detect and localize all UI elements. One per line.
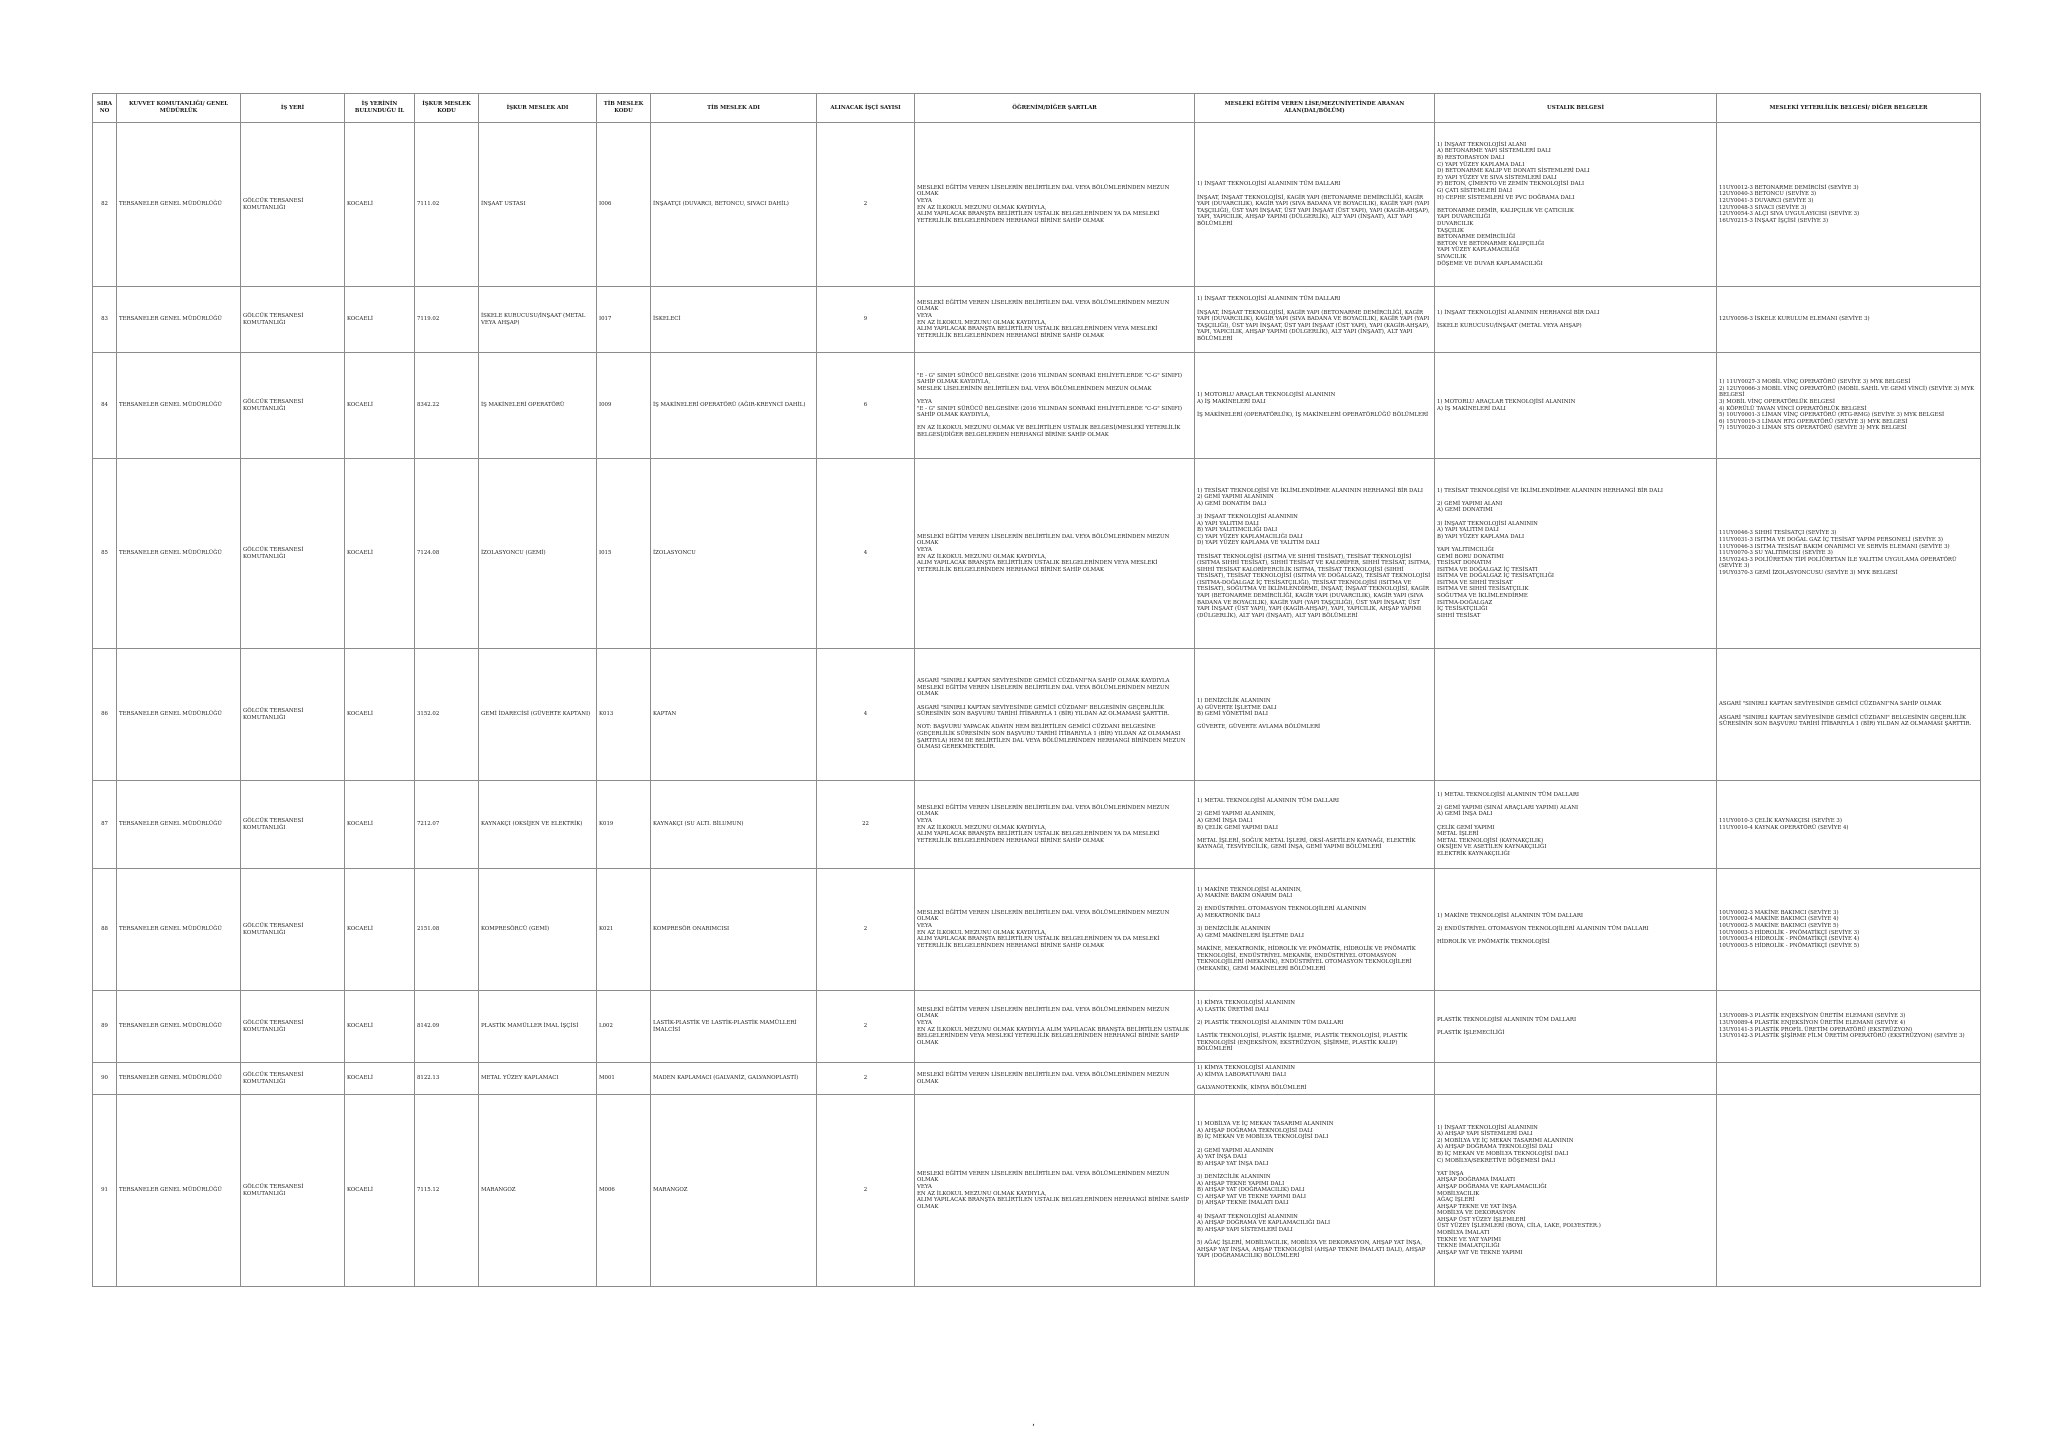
row-ustalik bbox=[1435, 287, 1717, 353]
row-komutanlik-text: TERSANELER GENEL MÜDÜRLÜĞÜ bbox=[119, 711, 222, 718]
row-komutanlik-text: TERSANELER GENEL MÜDÜRLÜĞÜ bbox=[119, 201, 222, 208]
row-iskur-kod bbox=[415, 459, 479, 649]
row-isci-sayisi-text: 4 bbox=[863, 711, 868, 718]
row-sira-no bbox=[93, 353, 117, 459]
row-isci-sayisi bbox=[817, 459, 915, 649]
row-iskur-ad-text: KOMPRESÖRCÜ (GEMİ) bbox=[481, 926, 550, 933]
row-tib-ad bbox=[651, 1095, 817, 1287]
row-iskur-ad bbox=[479, 869, 597, 991]
row-ustalik-text: 1) İNŞAAT TEKNOLOJİSİ ALANININ A) AHŞAP YAPI SİSTEMLERİ DALI 2) MOBİLYA VE İÇ MEKAN TASARIMI ALANININ A) AHŞAP DOĞRAMA TEKNOLOJİSİ DALI B) İÇ MEKAN VE MOBİLYA TEKNOLOJİSİ DALI C) MOBİLYA/SEKRETİVE DÖŞEMESİ DALI YAT İNŞA AHŞAP DOĞRAMA İMALATI AHŞAP DOĞRAMA VE KAPLAMACILIĞI MOBİLYACILIK AĞAÇ İŞLERİ AHŞAP TEKNE VE YAT İNŞA MOBİLYA VE DEKORASYON AHŞAP ÜST YÜZEY İŞLEMLERİ ÜST YÜZEY İŞLEMLERİ (BOYA, CİLA, LAKE, POLYESTER.) MOBİLYA İMALATI TEKNE VE YAT YAPIMI TEKNE İMALATÇILIĞI AHŞAP YAT VE TEKNE YAPIMI bbox=[1437, 1124, 1601, 1256]
row-tib-kod bbox=[597, 869, 651, 991]
table-row bbox=[93, 353, 1981, 459]
row-isyeri-text: GÖLCÜK TERSANESİ KOMUTANLIĞI bbox=[243, 922, 304, 936]
row-komutanlik-text: TERSANELER GENEL MÜDÜRLÜĞÜ bbox=[119, 821, 222, 828]
row-isyeri-text: GÖLCÜK TERSANESİ KOMUTANLIĞI bbox=[243, 817, 304, 831]
row-komutanlik bbox=[117, 991, 241, 1063]
row-tib-ad-text: İŞ MAKİNELERİ OPERATÖRÜ (AĞIR-KREYNCİ DAHİL) bbox=[653, 402, 806, 409]
row-iskur-kod bbox=[415, 1063, 479, 1095]
row-tib-kod bbox=[597, 123, 651, 287]
row-tib-ad bbox=[651, 991, 817, 1063]
row-iskur-kod bbox=[415, 991, 479, 1063]
row-isyeri bbox=[241, 287, 345, 353]
row-il-text: KOCAELİ bbox=[347, 821, 373, 828]
row-ogrenim bbox=[915, 353, 1195, 459]
row-isci-sayisi-text: 9 bbox=[863, 316, 868, 323]
table-row bbox=[93, 287, 1981, 353]
row-isyeri bbox=[241, 649, 345, 781]
row-tib-kod-text: L002 bbox=[599, 1023, 613, 1030]
row-iskur-ad bbox=[479, 1095, 597, 1287]
row-ogrenim bbox=[915, 287, 1195, 353]
row-iskur-ad bbox=[479, 991, 597, 1063]
row-isyeri bbox=[241, 1063, 345, 1095]
row-alan-text: 1) KİMYA TEKNOLOJİSİ ALANININ A) KİMYA LABORATUVARI DALI GALVANOTEKNİK, KİMYA BÖLÜMLERİ bbox=[1197, 1065, 1307, 1092]
row-isyeri-text: GÖLCÜK TERSANESİ KOMUTANLIĞI bbox=[243, 546, 304, 560]
row-komutanlik bbox=[117, 1095, 241, 1287]
row-komutanlik-text: TERSANELER GENEL MÜDÜRLÜĞÜ bbox=[119, 550, 222, 557]
row-tib-kod-text: K013 bbox=[599, 711, 614, 718]
row-il-text: KOCAELİ bbox=[347, 402, 373, 409]
row-tib-kod bbox=[597, 353, 651, 459]
row-tib-ad-text: MADEN KAPLAMACI (GALVANİZ, GALVANOPLASTİ) bbox=[653, 1075, 799, 1082]
row-ustalik bbox=[1435, 869, 1717, 991]
row-alan-text: 1) MOBİLYA VE İÇ MEKAN TASARIMI ALANININ A) AHŞAP DOĞRAMA TEKNOLOJİSİ DALI B) İÇ MEKAN VE MOBİLYA TEKNOLOJİSİ DALI 2) GEMİ YAPIMI ALANININ A) YAT İNŞA DALI B) AHŞAP YAT İNŞA DALI 3) DENİZCİLİK ALANININ A) AHŞAP TEKNE YAPIMI DALI B) AHŞAP YAT (DOĞRAMACILIK) DALI C) AHŞAP YAT VE TEKNE YAPIMI DALI D) AHŞAP TEKNE İMALATI DALI 4) İNŞAAT TEKNOLOJİSİ ALANININ A) AHŞAP DOĞRAMA VE KAPLAMACILIĞI DALI B) AHŞAP YAPI SİSTEMLERİ DALI 5) AĞAÇ İŞLERİ, MOBİLYACILIK, MOBİLYA VE DEKORASYON, AHŞAP YAT İNŞA, AHŞAP YAT İNŞAA, AHŞAP TEKNOLOJİSİ (AHŞAP TEKNE İMALATI DALI), AHŞAP YAPI (DOĞRAMACILIK) BÖLÜMLERİ bbox=[1197, 1121, 1426, 1260]
row-iskur-kod-text: 7124.08 bbox=[417, 550, 440, 557]
row-komutanlik bbox=[117, 459, 241, 649]
row-myb bbox=[1717, 869, 1981, 991]
row-ogrenim bbox=[915, 991, 1195, 1063]
row-isci-sayisi bbox=[817, 287, 915, 353]
header-sira-no: SIRA NO bbox=[93, 94, 117, 123]
row-myb-text: 1) 11UY0027-3 MOBİL VİNÇ OPERATÖRÜ (SEVİYE 3) MYK BELGESİ 2) 12UY0066-3 MOBİL VİNÇ OPERATÖRÜ (MOBİL SAHİL VE GEMİ VİNCİ) (SEVİYE 3) MYK BELGESİ 3) MOBİL VİNÇ OPERATÖRLÜK BELGESİ 4) KÖPRÜLÜ TAVAN VİNCİ OPERATÖRLÜK BELGESİ 5) 10UY0001-3 LİMAN VİNÇ OPERATÖRÜ (RTG-RMG) (SEVİYE 3) MYK BELGESİ 6) 15UY0019-3 LİMAN RTG OPERATÖRÜ (SEVİYE 3) MYK BELGESİ 7) 15UY0020-3 LİMAN STS OPERATÖRÜ (SEVİYE 3) MYK BELGESİ bbox=[1719, 379, 1975, 432]
table-body bbox=[93, 123, 1981, 1287]
row-ogrenim-text: MESLEKİ EĞİTİM VEREN LİSELERİN BELİRTİLEN DAL VEYA BÖLÜMLERİNDEN MEZUN OLMAK VEYA EN AZ İLKOKUL MEZUNU OLMAK KAYDIYLA ALIM YAPILACAK BRANŞTA BELİRTİLEN USTALIK BELGELERİNDEN VEYA MESLEKİ YETERLİLİK BELGELERİNDEN HERHANGİ BİRİNE SAHİP OLMAK bbox=[917, 1006, 1189, 1046]
row-tib-ad bbox=[651, 869, 817, 991]
row-ustalik-text: 1) İNŞAAT TEKNOLOJİSİ ALANININ HERHANGİ BİR DALI İSKELE KURUCUSU/İNŞAAT (METAL VEYA AHŞAP) bbox=[1437, 309, 1600, 329]
header-tib-kod: TİB MESLEK KODU bbox=[597, 94, 651, 123]
table-row bbox=[93, 781, 1981, 869]
row-komutanlik bbox=[117, 869, 241, 991]
row-komutanlik bbox=[117, 353, 241, 459]
row-tib-kod-text: K021 bbox=[599, 926, 614, 933]
table-row bbox=[93, 991, 1981, 1063]
row-sira-no-text: 88 bbox=[101, 926, 108, 933]
row-alan bbox=[1195, 459, 1435, 649]
row-isci-sayisi bbox=[817, 649, 915, 781]
row-tib-ad bbox=[651, 287, 817, 353]
header-iskur-kod: İŞKUR MESLEK KODU bbox=[415, 94, 479, 123]
row-isci-sayisi-text: 2 bbox=[863, 1023, 868, 1030]
row-isyeri bbox=[241, 869, 345, 991]
row-tib-kod bbox=[597, 459, 651, 649]
row-sira-no bbox=[93, 287, 117, 353]
row-myb bbox=[1717, 1063, 1981, 1095]
row-tib-ad bbox=[651, 353, 817, 459]
row-ogrenim bbox=[915, 649, 1195, 781]
row-sira-no-text: 83 bbox=[101, 316, 108, 323]
row-il-text: KOCAELİ bbox=[347, 711, 373, 718]
header-ogrenim: ÖĞRENİM/DİĞER ŞARTLAR bbox=[915, 94, 1195, 123]
row-isci-sayisi bbox=[817, 353, 915, 459]
row-iskur-kod bbox=[415, 1095, 479, 1287]
row-iskur-ad bbox=[479, 353, 597, 459]
header-il: İŞ YERİNİN BULUNDUĞU İL bbox=[345, 94, 415, 123]
row-alan bbox=[1195, 869, 1435, 991]
row-il-text: KOCAELİ bbox=[347, 926, 373, 933]
row-komutanlik bbox=[117, 287, 241, 353]
row-komutanlik-text: TERSANELER GENEL MÜDÜRLÜĞÜ bbox=[119, 1075, 222, 1082]
row-ogrenim-text: "E - G" SINIFI SÜRÜCÜ BELGESİNE (2016 YILINDAN SONRAKİ EHLİYETLERDE "C-G" SINIFI) SAHİP OLMAK KAYDIYLA, MESLEK LİSELERİNİN BELİRTİLEN DAL VEYA BÖLÜMLERİNDEN MEZUN OLMAK VEYA "E - G" SINIFI SÜRÜCÜ BELGESİNE (2016 YILINDAN SONRAKİ EHLİYETLERDE "C-G" SINIFI) SAHİP OLMAK KAYDIYLA, EN AZ İLKOKUL MEZUNU OLMAK VE BELİRTİLEN USTALIK BELGESİ/MESLEKİ YETERLİLİK BELGESİ/DİĞER BELGELERDEN HERHANGİ BİRİNE SAHİP OLMAK bbox=[917, 372, 1183, 438]
row-isci-sayisi bbox=[817, 869, 915, 991]
table-row bbox=[93, 459, 1981, 649]
row-isyeri-text: GÖLCÜK TERSANESİ KOMUTANLIĞI bbox=[243, 1183, 304, 1197]
row-alan bbox=[1195, 781, 1435, 869]
row-tib-kod bbox=[597, 649, 651, 781]
row-myb bbox=[1717, 781, 1981, 869]
row-tib-ad-text: KAPTAN bbox=[653, 711, 677, 718]
row-ogrenim-text: ASGARİ "SINIRLI KAPTAN SEVİYESİNDE GEMİCİ CÜZDANI"NA SAHİP OLMAK KAYDIYLA MESLEKİ EĞİTİM VEREN LİSELERİN BELİRTİLEN DAL VEYA BÖLÜMLERİNDEN MEZUN OLMAK ASGARİ "SINIRLI KAPTAN SEVİYESİNDE GEMİCİ CÜZDANI" BELGESİNİN GEÇERLİLİK SÜRESİNİN SON BAŞVURU TARİHİ İTİBARIYLA 1 (BİR) YILDAN AZ OLMAMASI ŞARTTIR. NOT: BAŞVURU YAPACAK ADAYIN HEM BELİRTİLEN GEMİCİ CÜZDANI BELGESİNE (GEÇERLİLİK SÜRESİNİN SON BAŞVURU TARİHİ İTİBARIYLA 1 (BİR) YILDAN AZ OLMAMASI ŞARTIYLA) HEM DE BELİRTİLEN DAL VEYA BÖLÜMLERİNDEN HERHANGİ BİRİNDEN MEZUN OLMASI GEREKMEKTEDİR. bbox=[917, 678, 1186, 751]
row-isci-sayisi bbox=[817, 1095, 915, 1287]
row-il bbox=[345, 123, 415, 287]
row-alan bbox=[1195, 649, 1435, 781]
row-myb bbox=[1717, 353, 1981, 459]
row-tib-kod-text: M001 bbox=[599, 1075, 615, 1082]
row-komutanlik-text: TERSANELER GENEL MÜDÜRLÜĞÜ bbox=[119, 1023, 222, 1030]
row-alan bbox=[1195, 1095, 1435, 1287]
row-iskur-kod-text: 3152.02 bbox=[417, 711, 440, 718]
row-isci-sayisi-text: 2 bbox=[863, 201, 868, 208]
row-il bbox=[345, 649, 415, 781]
row-il bbox=[345, 869, 415, 991]
row-tib-kod-text: I006 bbox=[599, 201, 612, 208]
row-tib-kod bbox=[597, 1063, 651, 1095]
row-tib-ad bbox=[651, 649, 817, 781]
row-tib-kod-text: I015 bbox=[599, 550, 612, 557]
row-myb-text: 13UY0089-3 PLASTİK ENJEKSİYON ÜRETİM ELEMANI (SEVİYE 3) 13UY0089-4 PLASTİK ENJEKSİYON ÜRETİM ELEMANI (SEVİYE 4) 13UY0141-3 PLASTİK PROFİL ÜRETİM OPERATÖRÜ (EKSTRÜZYON) 13UY0142-3 PLASTİK ŞİŞİRME FİLM ÜRETİM OPERATÖRÜ (EKSTRÜZYON) (SEVİYE 3) bbox=[1719, 1013, 1965, 1040]
row-sira-no-text: 91 bbox=[101, 1187, 108, 1194]
row-ustalik bbox=[1435, 991, 1717, 1063]
row-tib-ad-text: KAYNAKÇI (SU ALTI. BİLUMUN) bbox=[653, 821, 744, 828]
row-isci-sayisi bbox=[817, 991, 915, 1063]
row-iskur-kod bbox=[415, 123, 479, 287]
row-komutanlik bbox=[117, 123, 241, 287]
row-myb-text: ASGARİ "SINIRLI KAPTAN SEVİYESİNDE GEMİCİ CÜZDANI"NA SAHİP OLMAK ASGARİ "SINIRLI KAPTAN SEVİYESİNDE GEMİCİ CÜZDANI" BELGESİNİN GEÇERLİLİK SÜRESİNİN SON BAŞVURU TARİHİ İTİBARIYLA 1 (BİR) YILDAN AZ OLMAMASI ŞARTTIR. bbox=[1719, 701, 1972, 728]
header-isci-sayisi: ALINACAK İŞÇİ SAYISI bbox=[817, 94, 915, 123]
row-il bbox=[345, 1063, 415, 1095]
row-il bbox=[345, 781, 415, 869]
row-sira-no bbox=[93, 1095, 117, 1287]
row-alan bbox=[1195, 287, 1435, 353]
table-row bbox=[93, 1095, 1981, 1287]
table-row bbox=[93, 869, 1981, 991]
row-iskur-ad-text: İZOLASYONCU (GEMİ) bbox=[481, 550, 546, 557]
row-tib-ad-text: MARANGOZ bbox=[653, 1187, 688, 1194]
row-tib-ad-text: LASTİK-PLASTİK VE LASTİK-PLASTİK MAMÜLLERİ İMALCİSİ bbox=[653, 1019, 797, 1033]
row-tib-ad bbox=[651, 123, 817, 287]
row-alan-text: 1) MAKİNE TEKNOLOJİSİ ALANININ, A) MAKİNE BAKIM ONARIM DALI 2) ENDÜSTRİYEL OTOMASYON TEKNOLOJİLERİ ALANININ A) MEKATRONİK DALI 3) DENİZCİLİK ALANININ A) GEMİ MAKİNELERİ İŞLETME DALI MAKİNE, MEKATRONİK, HİDROLİK VE PNÖMATİK, HİDROLİK VE PNÖMATİK TEKNOLOJİSİ, ENDÜSTRİYEL MEKANİK, ENDÜSTRİYEL OTOMASYON TEKNOLOJİLERİ (MEKANİK), ENDÜSTRİYEL OTOMASYON TEKNOLOJİLERİ (MEKANİK), GEMİ MAKİNELERİ BÖLÜMLERİ bbox=[1197, 886, 1416, 972]
row-ogrenim bbox=[915, 781, 1195, 869]
row-isyeri-text: GÖLCÜK TERSANESİ KOMUTANLIĞI bbox=[243, 398, 304, 412]
row-ustalik-text: 1) TESİSAT TEKNOLOJİSİ VE İKLİMLENDİRME ALANININ HERHANGİ BİR DALI 2) GEMİ YAPIMI ALANI A) GEMİ DONATIMI 3) İNŞAAT TEKNOLOJİSİ ALANININ A) YAPI YALITIM DALI B) YAPI YÜZEY KAPLAMA DALI YAPI YALITIMCILIĞI GEMİ BORU DONATIMI TESİSAT DONATIM ISITMA VE DOĞALGAZ İÇ TESİSATI ISITMA VE DOĞALGAZ İÇ TESİSATÇILIĞI ISITMA VE SIHHİ TESİSAT ISITMA VE SIHHİ TESİSATÇILIK SOĞUTMA VE İKLİMLENDİRME ISITMA-DOĞALGAZ İÇ TESİSATÇILIĞI SIHHİ TESİSAT bbox=[1437, 487, 1663, 619]
row-isci-sayisi-text: 2 bbox=[863, 926, 868, 933]
row-komutanlik-text: TERSANELER GENEL MÜDÜRLÜĞÜ bbox=[119, 316, 222, 323]
row-alan bbox=[1195, 991, 1435, 1063]
row-isci-sayisi bbox=[817, 781, 915, 869]
row-sira-no-text: 89 bbox=[101, 1023, 108, 1030]
row-komutanlik-text: TERSANELER GENEL MÜDÜRLÜĞÜ bbox=[119, 926, 222, 933]
row-iskur-kod-text: 7111.02 bbox=[417, 201, 440, 208]
row-tib-kod bbox=[597, 287, 651, 353]
table-row bbox=[93, 649, 1981, 781]
row-isyeri bbox=[241, 1095, 345, 1287]
row-tib-kod bbox=[597, 991, 651, 1063]
row-komutanlik bbox=[117, 781, 241, 869]
job-listing-table bbox=[92, 93, 1981, 1287]
row-iskur-kod bbox=[415, 649, 479, 781]
row-il-text: KOCAELİ bbox=[347, 1187, 373, 1194]
row-ogrenim-text: MESLEKİ EĞİTİM VEREN LİSELERİN BELİRTİLEN DAL VEYA BÖLÜMLERİNDEN MEZUN OLMAK VEYA EN AZ İLKOKUL MEZUNU OLMAK KAYDIYLA, ALIM YAPILACAK BRANŞTA BELİRTİLEN USTALIK BELGELERİNDEN HERHANGİ BİRİNE SAHİP OLMAK bbox=[917, 1170, 1189, 1210]
row-ogrenim bbox=[915, 123, 1195, 287]
row-komutanlik bbox=[117, 649, 241, 781]
row-iskur-ad bbox=[479, 649, 597, 781]
row-isyeri-text: GÖLCÜK TERSANESİ KOMUTANLIĞI bbox=[243, 707, 304, 721]
row-sira-no-text: 90 bbox=[101, 1075, 108, 1082]
header-ustalik: USTALIK BELGESİ bbox=[1435, 94, 1717, 123]
row-myb-text: 12UY0056-3 İSKELE KURULUM ELEMANI (SEVİYE 3) bbox=[1719, 316, 1870, 323]
row-iskur-kod-text: 2151.08 bbox=[417, 926, 440, 933]
row-sira-no-text: 82 bbox=[101, 201, 108, 208]
row-iskur-kod-text: 7115.12 bbox=[417, 1187, 440, 1194]
row-alan-text: 1) İNŞAAT TEKNOLOJİSİ ALANININ TÜM DALLARI İNŞAAT, İNŞAAT TEKNOLOJİSİ, KAGİR YAPI (BETONARME DEMİRCİLİĞİ, KAGİR YAPI (DUVARCILIK), KAGİR YAPI (SIVA BADANA VE BOYACILIK), KAGİR YAPI (YAPI TAŞÇILIĞI), ÜST YAPI İNŞAAT, ÜST YAPI İNŞAAT (ÜST YAPI), YAPI (KAGİR-AHŞAP), YAPI, YAPICILIK, AHŞAP YAPIMI (DÜLGERLİK), ALT YAPI (İNŞAAT), ALT YAPI BÖLÜMLERİ bbox=[1197, 296, 1430, 342]
row-iskur-ad bbox=[479, 459, 597, 649]
row-komutanlik-text: TERSANELER GENEL MÜDÜRLÜĞÜ bbox=[119, 402, 222, 409]
header-isyeri: İŞ YERİ bbox=[241, 94, 345, 123]
row-alan-text: 1) DENİZCİLİK ALANININ A) GÜVERTE İŞLETME DALI B) GEMİ YÖNETİMİ DALI GÜVERTE, GÜVERTE AVLAMA BÖLÜMLERİ bbox=[1197, 698, 1321, 731]
row-isci-sayisi-text: 4 bbox=[863, 550, 868, 557]
row-iskur-kod-text: 8142.09 bbox=[417, 1023, 440, 1030]
row-sira-no-text: 87 bbox=[101, 821, 108, 828]
row-myb bbox=[1717, 1095, 1981, 1287]
row-ogrenim-text: MESLEKİ EĞİTİM VEREN LİSELERİN BELİRTİLEN DAL VEYA BÖLÜMLERİNDEN MEZUN OLMAK VEYA EN AZ İLKOKUL MEZUNU OLMAK KAYDIYLA, ALIM YAPILACAK BRANŞTA BELİRTİLEN USTALIK BELGELERİNDEN VEYA MESLEKİ YETERLİLİK BELGELERİNDEN HERHANGİ BİRİNE SAHİP OLMAK bbox=[917, 299, 1170, 339]
row-isci-sayisi-text: 2 bbox=[863, 1075, 868, 1082]
row-alan-text: 1) İNŞAAT TEKNOLOJİSİ ALANININ TÜM DALLARI İNŞAAT, İNŞAAT TEKNOLOJİSİ, KAGİR YAPI (BETONARME DEMİRCİLİĞİ, KAGİR YAPI (DUVARCILIK), KAGİR YAPI (SIVA BADANA VE BOYACILIK), KAGİR YAPI (YAPI TAŞÇILIĞI), ÜST YAPI İNŞAAT, ÜST YAPI İNŞAAT (ÜST YAPI), YAPI (KAGİR-AHŞAP), YAPI, YAPICILIK, AHŞAP YAPIMI (DÜLGERLİK), ALT YAPI (İNŞAAT), ALT YAPI BÖLÜMLERİ bbox=[1197, 181, 1430, 227]
row-alan-text: 1) MOTORLU ARAÇLAR TEKNOLOJİSİ ALANININ A) İŞ MAKİNELERİ DALI İŞ MAKİNELERİ (OPERATÖRLÜK), İŞ MAKİNELERİ OPERATÖRLÜĞÜ BÖLÜMLERİ bbox=[1197, 392, 1429, 419]
row-iskur-ad-text: METAL YÜZEY KAPLAMACI bbox=[481, 1075, 559, 1082]
row-iskur-kod-text: 8342.22 bbox=[417, 402, 440, 409]
row-tib-kod-text: I009 bbox=[599, 402, 612, 409]
row-alan-text: 1) METAL TEKNOLOJİSİ ALANININ TÜM DALLARI 2) GEMİ YAPIMI ALANININ, A) GEMİ İNŞA DALI B) ÇELİK GEMİ YAPIMI DALI METAL İŞLERİ, SOĞUK METAL İŞLERİ, OKSİ-ASETİLEN KAYNAĞI, ELEKTRİK KAYNAĞI, TESVİYECİLİK, GEMİ İNŞA, GEMİ YAPIMI BÖLÜMLERİ bbox=[1197, 798, 1416, 851]
table-header-row bbox=[93, 94, 1981, 123]
row-il-text: KOCAELİ bbox=[347, 550, 373, 557]
table-row bbox=[93, 1063, 1981, 1095]
row-ustalik bbox=[1435, 1063, 1717, 1095]
row-ustalik bbox=[1435, 353, 1717, 459]
row-ustalik-text: 1) METAL TEKNOLOJİSİ ALANININ TÜM DALLARI 2) GEMİ YAPIMI (SINAİ ARAÇLARI YAPIMI) ALANI A) GEMİ İNŞA DALI ÇELİK GEMİ YAPIMI METAL İŞLERİ METAL TEKNOLOJİSİ (KAYNAKÇILIK) OKSİJEN VE ASETİLEN KAYNAKÇILIĞI ELEKTRİK KAYNAKÇILIĞI bbox=[1437, 791, 1580, 857]
row-sira-no bbox=[93, 1063, 117, 1095]
row-ustalik bbox=[1435, 1095, 1717, 1287]
row-myb bbox=[1717, 459, 1981, 649]
row-il bbox=[345, 353, 415, 459]
row-il bbox=[345, 991, 415, 1063]
row-sira-no bbox=[93, 459, 117, 649]
row-isci-sayisi-text: 22 bbox=[862, 821, 869, 828]
row-sira-no bbox=[93, 649, 117, 781]
row-ogrenim bbox=[915, 459, 1195, 649]
row-ogrenim bbox=[915, 1095, 1195, 1287]
row-alan bbox=[1195, 123, 1435, 287]
row-iskur-ad bbox=[479, 1063, 597, 1095]
row-iskur-ad-text: MARANGOZ bbox=[481, 1187, 516, 1194]
row-il bbox=[345, 1095, 415, 1287]
row-ustalik-text: PLASTİK TEKNOLOJİSİ ALANININ TÜM DALLARI PLASTİK İŞLEMECİLİĞİ bbox=[1437, 1016, 1577, 1036]
row-tib-ad-text: İZOLASYONCU bbox=[653, 550, 696, 557]
row-il-text: KOCAELİ bbox=[347, 1023, 373, 1030]
row-sira-no bbox=[93, 869, 117, 991]
page-footer-mark: ‚ bbox=[1032, 1418, 1035, 1428]
row-tib-ad-text: İSKELECİ bbox=[653, 316, 681, 323]
row-myb bbox=[1717, 287, 1981, 353]
row-sira-no bbox=[93, 991, 117, 1063]
row-myb bbox=[1717, 123, 1981, 287]
row-isyeri bbox=[241, 353, 345, 459]
row-myb-text: 10UY0002-3 MAKİNE BAKIMCI (SEVİYE 3) 10UY0002-4 MAKİNE BAKIMCI (SEVİYE 4) 10UY0002-5 MAKİNE BAKIMCI (SEVİYE 5) 10UY0003-3 HİDROLİK - PNÖMATİKÇİ (SEVİYE 3) 10UY0003-4 HİDROLİK - PNÖMATİKÇİ (SEVİYE 4) 10UY0003-5 HİDROLİK - PNÖMATİKÇİ (SEVİYE 5) bbox=[1719, 909, 1860, 949]
row-myb-text: 11UY0012-3 BETONARME DEMİRCİSİ (SEVİYE 3) 12UY0040-3 BETONCU (SEVİYE 3) 12UY0041-3 DUVARCI (SEVİYE 3) 12UY0048-3 SIVACI (SEVİYE 3) 12UY0054-3 ALÇI SIVA UYGULAYICISI (SEVİYE 3) 16UY0215-3 İNŞAAT İŞÇİSİ (SEVİYE 3) bbox=[1719, 184, 1860, 224]
row-isyeri bbox=[241, 123, 345, 287]
row-isyeri-text: GÖLCÜK TERSANESİ KOMUTANLIĞI bbox=[243, 1019, 304, 1033]
row-iskur-kod bbox=[415, 869, 479, 991]
header-alan: MESLEKİ EĞİTİM VEREN LİSE/MEZUNİYETİNDE ARANAN ALAN(DAL/BÖLÜM) bbox=[1195, 94, 1435, 123]
row-isyeri bbox=[241, 991, 345, 1063]
row-ustalik bbox=[1435, 649, 1717, 781]
row-iskur-ad-text: KAYNAKÇI (OKSİJEN VE ELEKTRİK) bbox=[481, 821, 583, 828]
row-tib-ad bbox=[651, 459, 817, 649]
row-myb-text: 11UY0010-3 ÇELİK KAYNAKÇISI (SEVİYE 3) 11UY0010-4 KAYNAK OPERATÖRÜ (SEVİYE 4) bbox=[1719, 817, 1849, 831]
row-isci-sayisi-text: 2 bbox=[863, 1187, 868, 1194]
row-ustalik bbox=[1435, 123, 1717, 287]
row-ogrenim-text: MESLEKİ EĞİTİM VEREN LİSELERİN BELİRTİLEN DAL VEYA BÖLÜMLERİNDEN MEZUN OLMAK VEYA EN AZ İLKOKUL MEZUNU OLMAK KAYDIYLA, ALIM YAPILACAK BRANŞTA BELİRTİLEN USTALIK BELGELERİNDEN YA DA MESLEKİ YETERLİLİK BELGELERİNDEN HERHANGİ BİRİNE SAHİP OLMAK bbox=[917, 804, 1170, 844]
row-tib-kod bbox=[597, 1095, 651, 1287]
row-tib-kod-text: K019 bbox=[599, 821, 614, 828]
row-iskur-kod-text: 7119.02 bbox=[417, 316, 440, 323]
row-isci-sayisi bbox=[817, 123, 915, 287]
header-iskur-ad: İŞKUR MESLEK ADI bbox=[479, 94, 597, 123]
row-il-text: KOCAELİ bbox=[347, 1075, 373, 1082]
row-isyeri-text: GÖLCÜK TERSANESİ KOMUTANLIĞI bbox=[243, 312, 304, 326]
row-isci-sayisi bbox=[817, 1063, 915, 1095]
row-ustalik bbox=[1435, 459, 1717, 649]
row-alan-text: 1) KİMYA TEKNOLOJİSİ ALANININ A) LASTİK ÜRETİMİ DALI 2) PLASTİK TEKNOLOJİSİ ALANININ TÜM DALLARI LASTİK TEKNOLOJİSİ, PLASTİK İŞLEME, PLASTİK TEKNOLOJİSİ, PLASTİK TEKNOLOJİSİ (ENJEKSİYON, EKSTRÜZYON, ŞİŞİRME, PLASTİK KALIP) BÖLÜMLERİ bbox=[1197, 1000, 1408, 1053]
row-iskur-ad-text: İNŞAAT USTASI bbox=[481, 201, 526, 208]
row-sira-no-text: 86 bbox=[101, 711, 108, 718]
row-komutanlik-text: TERSANELER GENEL MÜDÜRLÜĞÜ bbox=[119, 1187, 222, 1194]
row-il-text: KOCAELİ bbox=[347, 201, 373, 208]
header-myb: MESLEKİ YETERLİLİK BELGESİ/ DİĞER BELGELER bbox=[1717, 94, 1981, 123]
row-ogrenim-text: MESLEKİ EĞİTİM VEREN LİSELERİN BELİRTİLEN DAL VEYA BÖLÜMLERİNDEN MEZUN OLMAK bbox=[917, 1071, 1170, 1085]
row-alan bbox=[1195, 1063, 1435, 1095]
row-alan-text: 1) TESİSAT TEKNOLOJİSİ VE İKLİMLENDİRME ALANININ HERHANGİ BİR DALI 2) GEMİ YAPIMI ALANININ A) GEMİ DONATIM DALI 3) İNŞAAT TEKNOLOJİSİ ALANININ A) YAPI YALITIM DALI B) YAPI YALITIMCILIĞI DALI C) YAPI YÜZEY KAPLAMACILIĞI DALI D) YAPI YÜZEY KAPLAMA VE YALITIM DALI TESİSAT TEKNOLOJİSİ (ISITMA VE SIHHİ TESİSAT), TESİSAT TEKNOLOJİSİ (ISITMA SIHHİ TESİSAT), SIHHİ TESİSAT VE KALORİFER, SIHHİ TESİSAT, ISITMA, SIHHİ TESİSAT KALORİFERCİLİK ISITMA, TESİSAT TEKNOLOJİSİ (SIHHİ TESİSAT), TESİSAT TEKNOLOJİSİ (ISITMA VE DOĞALGAZ), TESİSAT TEKNOLOJİSİ (ISITMA-DOĞALGAZ İÇ TESİSATÇILIĞI), TESİSAT TEKNOLOJİSİ (ISITMA VE TESİSAT), SOĞUTMA VE İKLİMLENDİRME, İNŞAAT, İNŞAAT TEKNOLOJİSİ, KAGİR YAPI (BETONARME DEMİRCİLİĞİ, KAGİR YAPI (DUVARCILIK), KAGİR YAPI (SIVA BADANA VE BOYACILIK), KAGİR YAPI (YAPI TAŞÇILIĞI), ÜST YAPI İNŞAAT, ÜST YAPI İNŞAAT (ÜST YAPI), YAPI (KAGİR-AHŞAP), YAPI, YAPICILIK, AHŞAP YAPIMI (DÜLGERLİK), ALT YAPI (İNŞAAT), ALT YAPI BÖLÜMLERİ bbox=[1197, 487, 1431, 619]
row-ustalik-text: 1) MAKİNE TEKNOLOJİSİ ALANININ TÜM DALLARI 2) ENDÜSTRİYEL OTOMASYON TEKNOLOJİLERİ ALANININ TÜM DALLARI HİDROLİK VE PNÖMATİK TEKNOLOJİSİ bbox=[1437, 913, 1649, 946]
row-il-text: KOCAELİ bbox=[347, 316, 373, 323]
row-isyeri-text: GÖLCÜK TERSANESİ KOMUTANLIĞI bbox=[243, 1071, 304, 1085]
row-ustalik-text: 1) İNŞAAT TEKNOLOJİSİ ALANI A) BETONARME YAPI SİSTEMLERİ DALI B) RESTORASYON DALI C) YAPI YÜZEY KAPLAMA DALI D) BETONARME KALIP VE DONATI SİSTEMLERİ DALI E) YAPI YÜZEY VE SIVA SİSTEMLERİ DALI F) BETON, ÇİMENTO VE ZEMİN TEKNOLOJİSİ DALI G) ÇATI SİSTEMLERİ DALI H) CEPHE SİSTEMLERİ VE PVC DOĞRAMA DALI BETONARME DEMİR, KALIPÇILIK VE ÇATICILIK YAPI DUVARCILIĞI DUVARCILIK TAŞÇILIK BETONARME DEMİRCİLİĞİ BETON VE BETONARME KALIPÇILIĞI YAPI YÜZEY KAPLAMACILIĞI SIVACILIK DÖŞEME VE DUVAR KAPLAMACILIĞI bbox=[1437, 141, 1590, 267]
row-iskur-kod bbox=[415, 781, 479, 869]
row-ogrenim bbox=[915, 869, 1195, 991]
row-ogrenim-text: MESLEKİ EĞİTİM VEREN LİSELERİN BELİRTİLEN DAL VEYA BÖLÜMLERİNDEN MEZUN OLMAK VEYA EN AZ İLKOKUL MEZUNU OLMAK KAYDIYLA, ALIM YAPILACAK BRANŞTA BELİRTİLEN USTALIK BELGELERİNDEN VEYA MESLEKİ YETERLİLİK BELGELERİNDEN HERHANGİ BİRİNE SAHİP OLMAK bbox=[917, 533, 1170, 573]
table-row bbox=[93, 123, 1981, 287]
row-myb bbox=[1717, 649, 1981, 781]
row-tib-kod-text: M006 bbox=[599, 1187, 615, 1194]
row-iskur-ad bbox=[479, 287, 597, 353]
row-iskur-ad bbox=[479, 781, 597, 869]
row-ogrenim-text: MESLEKİ EĞİTİM VEREN LİSELERİN BELİRTİLEN DAL VEYA BÖLÜMLERİNDEN MEZUN OLMAK VEYA EN AZ İLKOKUL MEZUNU OLMAK KAYDIYLA, ALIM YAPILACAK BRANŞTA BELİRTİLEN USTALIK BELGELERİNDEN YA DA MESLEKİ YETERLİLİK BELGELERİNDEN HERHANGİ BİRİNE SAHİP OLMAK bbox=[917, 184, 1170, 224]
row-komutanlik bbox=[117, 1063, 241, 1095]
row-sira-no bbox=[93, 123, 117, 287]
row-iskur-kod bbox=[415, 353, 479, 459]
row-isyeri bbox=[241, 459, 345, 649]
row-sira-no-text: 84 bbox=[101, 402, 108, 409]
row-myb-text: 11UY0046-3 SIHHİ TESİSATÇI (SEVİYE 3) 11UY0031-3 ISITMA VE DOĞAL GAZ İÇ TESİSAT YAPIM PERSONELİ (SEVİYE 3) 11UY0046-3 ISITMA TESİSAT BAKIM ONARIMCI VE SERVİS ELEMANI (SEVİYE 3) 11UY0070-3 SU YALITIMCISI (SEVİYE 3) 15UY0243-3 POLİÜRETAN TİPİ POLİÜRETAN İLE YALITIM UYGULAMA OPERATÖRÜ (SEVİYE 3) 19UY0370-3 GEMİ İZOLASYONCUSU (SEVİYE 3) MYK BELGESİ bbox=[1719, 530, 1957, 576]
row-tib-ad bbox=[651, 781, 817, 869]
row-tib-ad bbox=[651, 1063, 817, 1095]
row-iskur-kod-text: 8122.13 bbox=[417, 1075, 440, 1082]
row-isci-sayisi-text: 6 bbox=[863, 402, 868, 409]
row-il bbox=[345, 287, 415, 353]
row-tib-ad-text: KOMPRESÖR ONARIMCISI bbox=[653, 926, 730, 933]
row-il bbox=[345, 459, 415, 649]
row-ogrenim bbox=[915, 1063, 1195, 1095]
row-isyeri-text: GÖLCÜK TERSANESİ KOMUTANLIĞI bbox=[243, 197, 304, 211]
row-iskur-ad bbox=[479, 123, 597, 287]
row-tib-kod bbox=[597, 781, 651, 869]
row-myb bbox=[1717, 991, 1981, 1063]
row-ogrenim-text: MESLEKİ EĞİTİM VEREN LİSELERİN BELİRTİLEN DAL VEYA BÖLÜMLERİNDEN MEZUN OLMAK VEYA EN AZ İLKOKUL MEZUNU OLMAK KAYDIYLA, ALIM YAPILACAK BRANŞTA BELİRTİLEN USTALIK BELGELERİNDEN YA DA MESLEKİ YETERLİLİK BELGELERİNDEN HERHANGİ BİRİNE SAHİP OLMAK bbox=[917, 909, 1170, 949]
row-isyeri bbox=[241, 781, 345, 869]
row-ustalik bbox=[1435, 781, 1717, 869]
row-tib-kod-text: I017 bbox=[599, 316, 612, 323]
row-alan bbox=[1195, 353, 1435, 459]
row-iskur-ad-text: İSKELE KURUCUSU/İNŞAAT (METAL VEYA AHŞAP) bbox=[481, 312, 586, 326]
row-tib-ad-text: İNŞAATÇI (DUVARCI, BETONCU, SIVACI DAHİL) bbox=[653, 201, 789, 208]
header-komutanlik: KUVVET KOMUTANLIĞI/ GENEL MÜDÜRLÜK bbox=[117, 94, 241, 123]
row-iskur-ad-text: GEMİ İDARECİSİ (GÜVERTE KAPTANI) bbox=[481, 711, 591, 718]
row-ustalik-text: 1) MOTORLU ARAÇLAR TEKNOLOJİSİ ALANININ A) İŞ MAKİNELERİ DALI bbox=[1437, 398, 1576, 412]
row-iskur-ad-text: İŞ MAKİNELERİ OPERATÖRÜ bbox=[481, 402, 565, 409]
header-tib-ad: TİB MESLEK ADI bbox=[651, 94, 817, 123]
row-iskur-ad-text: PLASTİK MAMÜLLER İMAL İŞÇİSİ bbox=[481, 1023, 579, 1030]
row-iskur-kod-text: 7212.07 bbox=[417, 821, 440, 828]
row-iskur-kod bbox=[415, 287, 479, 353]
row-sira-no-text: 85 bbox=[101, 550, 108, 557]
row-sira-no bbox=[93, 781, 117, 869]
